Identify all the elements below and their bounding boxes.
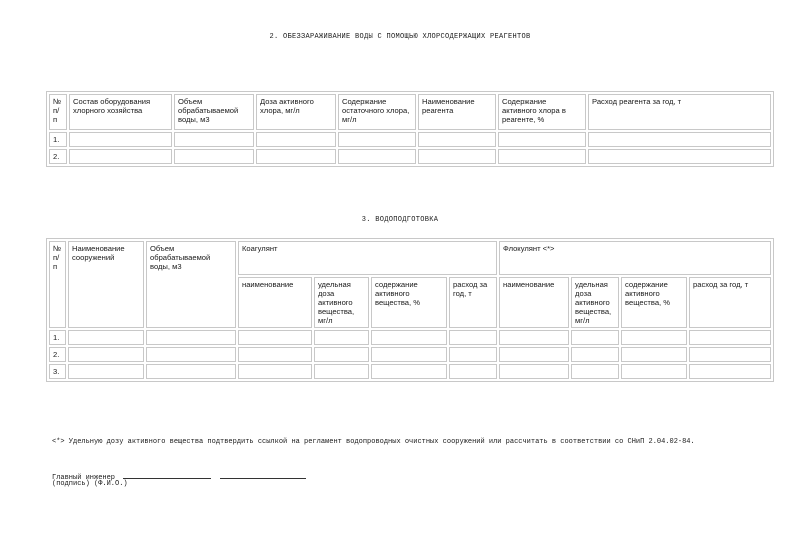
table-cell[interactable] xyxy=(449,364,497,379)
table-cell[interactable] xyxy=(621,364,687,379)
table-cell[interactable] xyxy=(418,149,496,164)
table-cell[interactable] xyxy=(238,330,312,345)
subheader-coagulant-name: наименование xyxy=(238,277,312,328)
table-cell[interactable] xyxy=(238,364,312,379)
table-cell[interactable] xyxy=(498,149,586,164)
table-cell[interactable] xyxy=(146,364,236,379)
table-cell[interactable] xyxy=(449,347,497,362)
table-row xyxy=(49,149,771,164)
signature-label: Главный инженер xyxy=(52,474,116,482)
subheader-flocculant-annual: расход за год, т xyxy=(689,277,771,328)
table-cell[interactable] xyxy=(238,347,312,362)
table-row xyxy=(49,330,771,345)
row-number: 1. xyxy=(49,330,66,345)
table-cell[interactable] xyxy=(621,330,687,345)
header-equipment: Состав оборудования хлорного хозяйства xyxy=(69,94,172,130)
table-row xyxy=(49,132,771,147)
table-cell[interactable] xyxy=(571,364,619,379)
header-chlorine-dose: Доза активного хлора, мг/л xyxy=(256,94,336,130)
table-cell[interactable] xyxy=(588,149,771,164)
table-cell[interactable] xyxy=(588,132,771,147)
table-cell[interactable] xyxy=(314,330,369,345)
header-residual-chlorine: Содержание остаточного хлора, мг/л xyxy=(338,94,416,130)
subheader-flocculant-name: наименование xyxy=(499,277,569,328)
section-3-title: 3. ВОДОПОДГОТОВКА xyxy=(361,216,439,224)
table-cell[interactable] xyxy=(256,149,336,164)
subheader-flocculant-content: содержание активного вещества, % xyxy=(621,277,687,328)
header-facility-name: Наименование сооружений xyxy=(68,241,144,328)
table-cell[interactable] xyxy=(449,330,497,345)
table-cell[interactable] xyxy=(69,149,172,164)
header-reagent-name: Наименование реагента xyxy=(418,94,496,130)
table-cell[interactable] xyxy=(418,132,496,147)
subheader-coagulant-content: содержание активного вещества, % xyxy=(371,277,447,328)
header-number: № п/п xyxy=(49,94,67,130)
header-active-chlorine-content: Содержание активного хлора в реагенте, % xyxy=(498,94,586,130)
table-cell[interactable] xyxy=(314,364,369,379)
header-annual-consumption: Расход реагента за год, т xyxy=(588,94,771,130)
table-cell[interactable] xyxy=(371,347,447,362)
table-cell[interactable] xyxy=(371,330,447,345)
table-cell[interactable] xyxy=(499,347,569,362)
footnote: <*> Удельную дозу активного вещества подтвердить ссылкой на регламент водопроводных очистных сооружений или рассчитать в соответствии со СНиП 2.04.02-84. xyxy=(52,438,695,446)
table-cell[interactable] xyxy=(68,364,144,379)
table-cell[interactable] xyxy=(338,132,416,147)
row-number: 2. xyxy=(49,347,66,362)
signature-field[interactable] xyxy=(123,471,211,479)
header-water-volume: Объем обрабатываемой воды, м3 xyxy=(146,241,236,328)
header-coagulant: Коагулянт xyxy=(238,241,497,275)
section-2-title: 2. ОБЕЗЗАРАЖИВАНИЕ ВОДЫ С ПОМОЩЬЮ ХЛОРСОДЕРЖАЩИХ РЕАГЕНТОВ xyxy=(269,33,531,41)
table-row xyxy=(49,347,771,362)
table-cell[interactable] xyxy=(689,347,771,362)
table-row xyxy=(49,364,771,379)
signature-caption: (подпись) (Ф.И.О.) xyxy=(52,480,128,488)
water-treatment-table xyxy=(46,238,774,382)
table-cell[interactable] xyxy=(174,132,254,147)
full-name-field[interactable] xyxy=(220,471,306,479)
header-water-volume: Объем обрабатываемой воды, м3 xyxy=(174,94,254,130)
table-cell[interactable] xyxy=(499,330,569,345)
subheader-coagulant-dose: удельная доза активного вещества, мг/л xyxy=(314,277,369,328)
table-cell[interactable] xyxy=(571,330,619,345)
table-cell[interactable] xyxy=(498,132,586,147)
chlorination-table xyxy=(46,91,774,167)
subheader-flocculant-dose: удельная доза активного вещества, мг/л xyxy=(571,277,619,328)
table-cell[interactable] xyxy=(146,330,236,345)
table-cell[interactable] xyxy=(338,149,416,164)
row-number: 1. xyxy=(49,132,67,147)
row-number: 2. xyxy=(49,149,67,164)
table-cell[interactable] xyxy=(69,132,172,147)
table-cell[interactable] xyxy=(689,330,771,345)
table-cell[interactable] xyxy=(571,347,619,362)
table-cell[interactable] xyxy=(146,347,236,362)
table-cell[interactable] xyxy=(371,364,447,379)
table-cell[interactable] xyxy=(68,347,144,362)
row-number: 3. xyxy=(49,364,66,379)
table-cell[interactable] xyxy=(314,347,369,362)
table-cell[interactable] xyxy=(689,364,771,379)
table-cell[interactable] xyxy=(256,132,336,147)
header-number: № п/п xyxy=(49,241,66,328)
table-cell[interactable] xyxy=(174,149,254,164)
table-cell[interactable] xyxy=(621,347,687,362)
table-cell[interactable] xyxy=(499,364,569,379)
header-flocculant: Флокулянт <*> xyxy=(499,241,771,275)
table-cell[interactable] xyxy=(68,330,144,345)
subheader-coagulant-annual: расход за год, т xyxy=(449,277,497,328)
